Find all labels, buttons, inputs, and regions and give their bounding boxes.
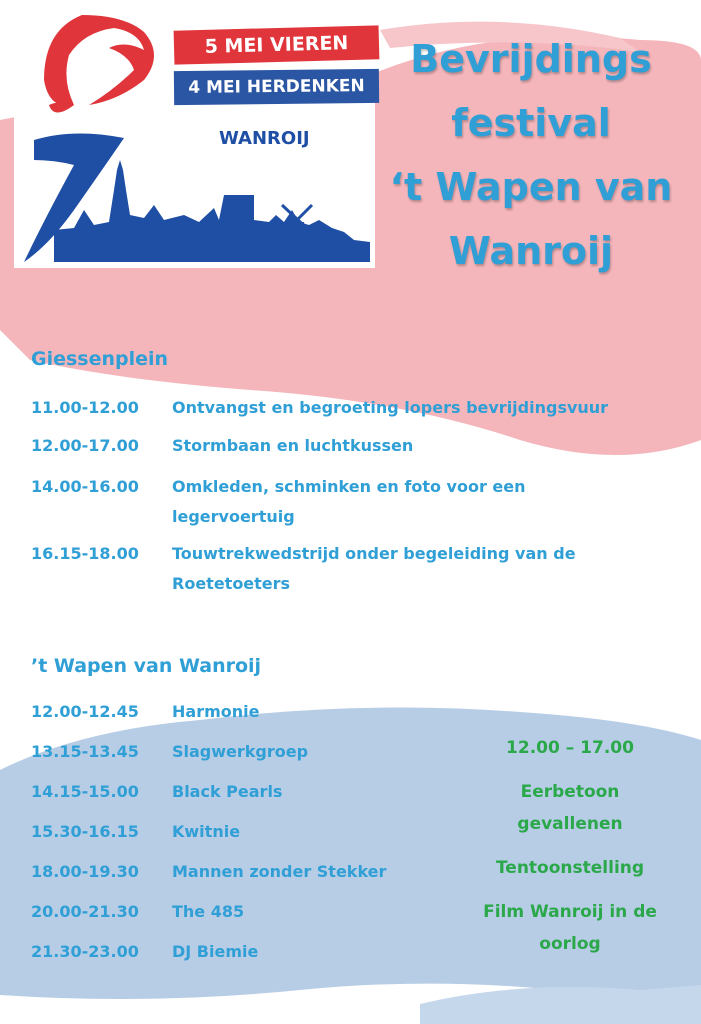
side-item-eerbetoon-text: Eerbetoon gevallenen	[517, 782, 623, 834]
schedule-time: 16.15-18.00	[31, 544, 139, 563]
schedule-desc: Omkleden, schminken en foto voor een legervoertuig	[172, 477, 526, 526]
side-item-eerbetoon	[460, 776, 680, 840]
banner-5-mei: 5 MEI VIEREN	[174, 25, 380, 64]
schedule-time: 21.30-23.00	[31, 942, 139, 961]
schedule-time: 14.00-16.00	[31, 477, 139, 496]
schedule-desc: Kwitnie	[172, 822, 241, 841]
logo-place-name: WANROIJ	[219, 128, 310, 149]
side-item-film-text: Film Wanroij in de oorlog	[483, 902, 657, 954]
side-item-film	[460, 896, 680, 960]
schedule-desc: Ontvangst en begroeting lopers bevrijdingsvuur	[172, 398, 609, 417]
section-heading-giessenplein: Giessenplein	[31, 348, 169, 370]
schedule-desc: Black Pearls	[172, 782, 283, 801]
schedule-desc: Mannen zonder Stekker	[172, 862, 387, 881]
schedule-time: 12.00-17.00	[31, 436, 139, 455]
schedule-time: 20.00-21.30	[31, 902, 139, 921]
schedule-desc: DJ Biemie	[172, 942, 259, 961]
section-heading-wapen: ’t Wapen van Wanroij	[31, 655, 262, 677]
schedule-desc: Stormbaan en luchtkussen	[172, 436, 414, 455]
schedule-desc: The 485	[172, 902, 245, 921]
side-time: 12.00 – 17.00	[506, 738, 634, 758]
schedule-desc: Slagwerkgroep	[172, 742, 309, 761]
title-line-1: Bevrijdings	[410, 37, 652, 81]
schedule-desc: Touwtrekwedstrijd onder begeleiding van de Roetetoeters	[172, 544, 576, 593]
schedule-time: 18.00-19.30	[31, 862, 139, 881]
schedule-time: 15.30-16.15	[31, 822, 139, 841]
schedule-time: 12.00-12.45	[31, 702, 139, 721]
side-item-tentoonstelling: Tentoonstelling	[495, 858, 645, 878]
banner-4-mei: 4 MEI HERDENKEN	[174, 69, 379, 105]
title-line-4: Wanroij	[448, 229, 614, 273]
title-line-3: ‘t Wapen van	[389, 165, 673, 209]
schedule-desc: Harmonie	[172, 702, 260, 721]
schedule-time: 11.00-12.00	[31, 398, 139, 417]
schedule-time: 14.15-15.00	[31, 782, 139, 801]
title-line-2: festival	[451, 101, 611, 145]
logo	[14, 10, 375, 268]
page-title	[381, 37, 681, 296]
schedule-time: 13.15-13.45	[31, 742, 139, 761]
